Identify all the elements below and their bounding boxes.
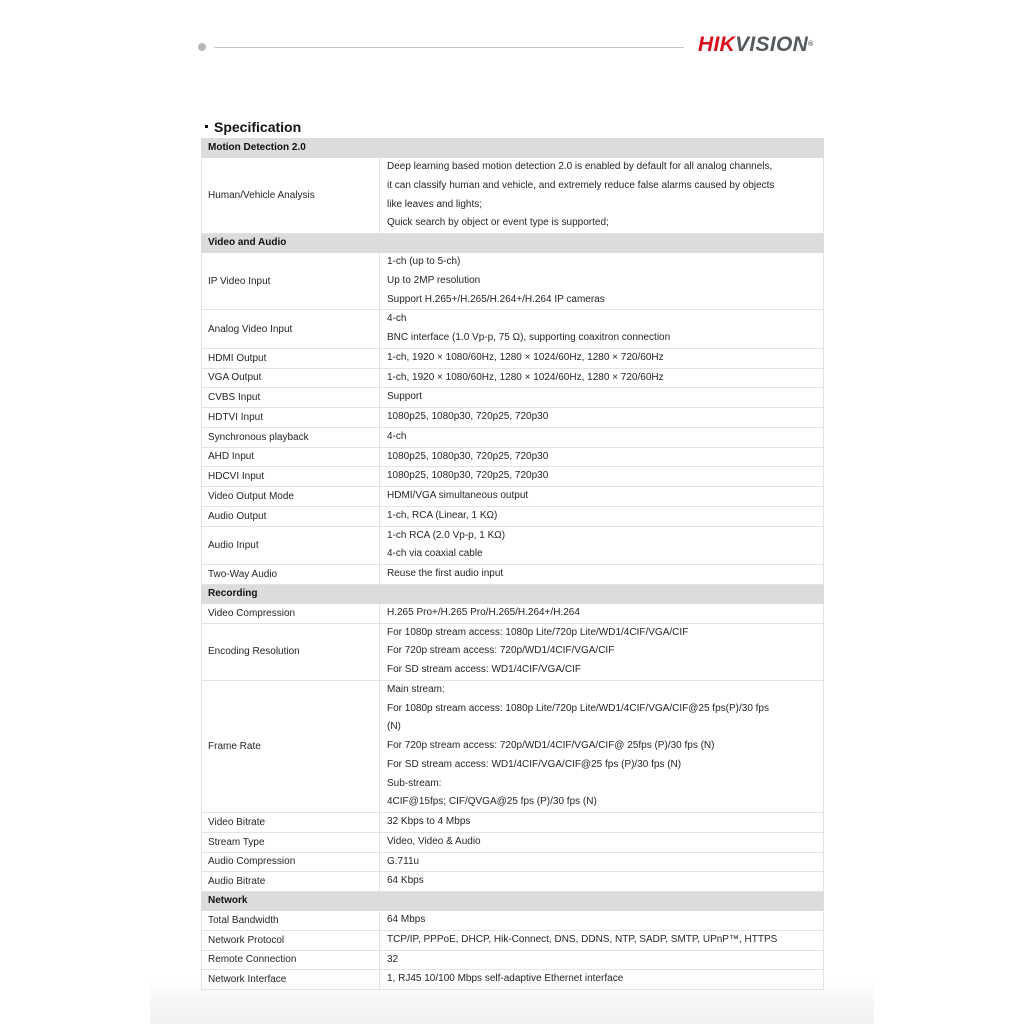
spec-value bbox=[380, 526, 824, 565]
spec-value-line: For 720p stream access: 720p/WD1/4CIF/VGA/CIF bbox=[387, 645, 615, 657]
spec-value-line: 1-ch (up to 5-ch) bbox=[387, 256, 461, 267]
spec-value-line: 1-ch, 1920 × 1080/60Hz, 1280 × 1024/60Hz, 1280 × 720/60Hz bbox=[387, 371, 664, 383]
spec-value bbox=[380, 603, 824, 623]
table-row bbox=[202, 832, 824, 852]
spec-value-line: 1080p25, 1080p30, 720p25, 720p30 bbox=[387, 411, 549, 422]
spec-value-line: it can classify human and vehicle, and extremely reduce false alarms caused by objects bbox=[387, 179, 775, 191]
spec-label: Synchronous playback bbox=[202, 427, 380, 447]
header-dot bbox=[198, 43, 206, 51]
table-row bbox=[202, 447, 824, 467]
spec-value-line: 32 bbox=[387, 953, 399, 965]
table-row bbox=[202, 950, 824, 970]
spec-label: Network Protocol bbox=[202, 930, 380, 950]
logo-text-gray: VISION bbox=[735, 33, 809, 56]
spec-value-line: Sub-stream: bbox=[387, 777, 442, 789]
spec-value bbox=[380, 680, 824, 812]
spec-value-line: HDMI/VGA simultaneous output bbox=[387, 490, 529, 501]
table-row bbox=[202, 852, 824, 872]
spec-label: AHD Input bbox=[202, 447, 380, 467]
table-row bbox=[202, 911, 824, 931]
section-title: Motion Detection 2.0 bbox=[202, 139, 824, 158]
spec-value bbox=[380, 506, 824, 526]
spec-label: Total Bandwidth bbox=[202, 911, 380, 931]
spec-label: HDTVI Input bbox=[202, 408, 380, 428]
spec-value-line: For SD stream access: WD1/4CIF/VGA/CIF bbox=[387, 664, 581, 675]
spec-label: CVBS Input bbox=[202, 388, 380, 408]
table-row bbox=[202, 408, 824, 428]
spec-value-line: Quick search by object or event type is supported; bbox=[387, 217, 609, 229]
spec-value bbox=[380, 813, 824, 833]
spec-label: HDMI Output bbox=[202, 348, 380, 368]
spec-label: Human/Vehicle Analysis bbox=[202, 158, 380, 234]
spec-value bbox=[380, 565, 824, 585]
spec-value bbox=[380, 388, 824, 408]
spec-value-line: Reuse the first audio input bbox=[387, 568, 504, 579]
spec-value-line: For 1080p stream access: 1080p Lite/720p Lite/WD1/4CIF/VGA/CIF bbox=[387, 626, 689, 638]
heading-bullet-icon bbox=[205, 125, 208, 128]
section-title: Network bbox=[202, 892, 824, 911]
spec-value-line: Up to 2MP resolution bbox=[387, 274, 481, 286]
spec-label: Network Interface bbox=[202, 970, 380, 990]
table-row bbox=[202, 253, 824, 310]
spec-value-line: 32 Kbps to 4 Mbps bbox=[387, 816, 471, 827]
spec-label: Audio Input bbox=[202, 526, 380, 565]
spec-label: Video Bitrate bbox=[202, 813, 380, 833]
spec-value-line: H.265 Pro+/H.265 Pro/H.265/H.264+/H.264 bbox=[387, 606, 580, 618]
spec-label: Video Compression bbox=[202, 603, 380, 623]
table-row bbox=[202, 813, 824, 833]
spec-value-line: like leaves and lights; bbox=[387, 198, 483, 210]
spec-value bbox=[380, 487, 824, 507]
spec-value bbox=[380, 310, 824, 349]
spec-value-line: Main stream: bbox=[387, 683, 445, 695]
spec-value-line: For SD stream access: WD1/4CIF/VGA/CIF@25 fps (P)/30 fps (N) bbox=[387, 758, 682, 770]
spec-value-line: 64 Mbps bbox=[387, 914, 426, 925]
table-row bbox=[202, 526, 824, 565]
spec-label: Two-Way Audio bbox=[202, 565, 380, 585]
spec-label: Analog Video Input bbox=[202, 310, 380, 349]
table-row bbox=[202, 310, 824, 349]
spec-value-line: 4-ch via coaxial cable bbox=[387, 548, 483, 560]
spec-value-line: (N) bbox=[387, 721, 401, 733]
logo-text-red: HIK bbox=[698, 33, 736, 56]
header-rule bbox=[214, 47, 684, 48]
spec-value-line: 4-ch bbox=[387, 313, 407, 325]
spec-label: VGA Output bbox=[202, 368, 380, 388]
spec-label: Remote Connection bbox=[202, 950, 380, 970]
specification-heading bbox=[205, 119, 301, 135]
spec-value bbox=[380, 911, 824, 931]
spec-label: Stream Type bbox=[202, 832, 380, 852]
spec-label: Audio Output bbox=[202, 506, 380, 526]
spec-value-line: G.711u bbox=[387, 855, 420, 867]
table-row bbox=[202, 680, 824, 812]
table-row bbox=[202, 506, 824, 526]
spec-label: Frame Rate bbox=[202, 680, 380, 812]
spec-value bbox=[380, 852, 824, 872]
spec-label: IP Video Input bbox=[202, 253, 380, 310]
specification-title: Specification bbox=[214, 119, 302, 135]
spec-value-line: BNC interface (1.0 Vp-p, 75 Ω), supporting coaxitron connection bbox=[387, 332, 671, 343]
spec-value-line: For 720p stream access: 720p/WD1/4CIF/VGA/CIF@ 25fps (P)/30 fps (N) bbox=[387, 740, 715, 751]
spec-value-line: Deep learning based motion detection 2.0 is enabled by default for all analog channels, bbox=[387, 161, 773, 172]
spec-label: Audio Bitrate bbox=[202, 872, 380, 892]
spec-value bbox=[380, 467, 824, 487]
spec-value-line: 1080p25, 1080p30, 720p25, 720p30 bbox=[387, 470, 549, 482]
table-row bbox=[202, 930, 824, 950]
spec-value bbox=[380, 447, 824, 467]
spec-label: HDCVI Input bbox=[202, 467, 380, 487]
hikvision-logo bbox=[698, 33, 814, 57]
table-row bbox=[202, 158, 824, 234]
spec-value bbox=[380, 348, 824, 368]
table-row bbox=[202, 388, 824, 408]
spec-value bbox=[380, 158, 824, 234]
table-row bbox=[202, 487, 824, 507]
spec-value-line: 1-ch, 1920 × 1080/60Hz, 1280 × 1024/60Hz, 1280 × 720/60Hz bbox=[387, 351, 664, 363]
spec-value-line: Video, Video & Audio bbox=[387, 835, 481, 847]
section-title: Recording bbox=[202, 584, 824, 603]
table-row bbox=[202, 970, 824, 990]
section-title: Video and Audio bbox=[202, 234, 824, 253]
spec-label: Audio Compression bbox=[202, 852, 380, 872]
spec-value-line: For 1080p stream access: 1080p Lite/720p Lite/WD1/4CIF/VGA/CIF@25 fps(P)/30 fps bbox=[387, 702, 769, 714]
section-header-row bbox=[202, 234, 824, 253]
spec-value bbox=[380, 872, 824, 892]
spec-value bbox=[380, 253, 824, 310]
table-row bbox=[202, 348, 824, 368]
section-header-row bbox=[202, 584, 824, 603]
table-row bbox=[202, 603, 824, 623]
section-header-row bbox=[202, 139, 824, 158]
spec-value-line: 4CIF@15fps; CIF/QVGA@25 fps (P)/30 fps (N) bbox=[387, 796, 597, 808]
spec-value bbox=[380, 368, 824, 388]
table-row bbox=[202, 872, 824, 892]
spec-value bbox=[380, 408, 824, 428]
spec-value-line: 1, RJ45 10/100 Mbps self-adaptive Ethernet interface bbox=[387, 973, 624, 985]
table-row bbox=[202, 368, 824, 388]
spec-value-line: 64 Kbps bbox=[387, 875, 424, 887]
spec-value bbox=[380, 623, 824, 680]
table-row bbox=[202, 565, 824, 585]
spec-value-line: 1080p25, 1080p30, 720p25, 720p30 bbox=[387, 450, 549, 462]
table-row bbox=[202, 623, 824, 680]
spec-label: Encoding Resolution bbox=[202, 623, 380, 680]
spec-value bbox=[380, 950, 824, 970]
spec-table bbox=[201, 138, 824, 990]
spec-value-line: 1-ch RCA (2.0 Vp-p, 1 KΩ) bbox=[387, 529, 506, 541]
spec-value bbox=[380, 427, 824, 447]
spec-value-line: 4-ch bbox=[387, 430, 407, 442]
spec-value-line: TCP/IP, PPPoE, DHCP, Hik-Connect, DNS, DDNS, NTP, SADP, SMTP, UPnP™, HTTPS bbox=[387, 933, 778, 945]
section-header-row bbox=[202, 892, 824, 911]
spec-value-line: Support bbox=[387, 391, 423, 403]
spec-value bbox=[380, 832, 824, 852]
registered-mark: ® bbox=[808, 41, 814, 48]
spec-table-body bbox=[202, 139, 824, 990]
spec-label: Video Output Mode bbox=[202, 487, 380, 507]
table-row bbox=[202, 467, 824, 487]
spec-value bbox=[380, 930, 824, 950]
spec-value bbox=[380, 970, 824, 990]
spec-value-line: Support H.265+/H.265/H.264+/H.264 IP cameras bbox=[387, 293, 605, 305]
table-row bbox=[202, 427, 824, 447]
spec-value-line: 1-ch, RCA (Linear, 1 KΩ) bbox=[387, 509, 498, 521]
